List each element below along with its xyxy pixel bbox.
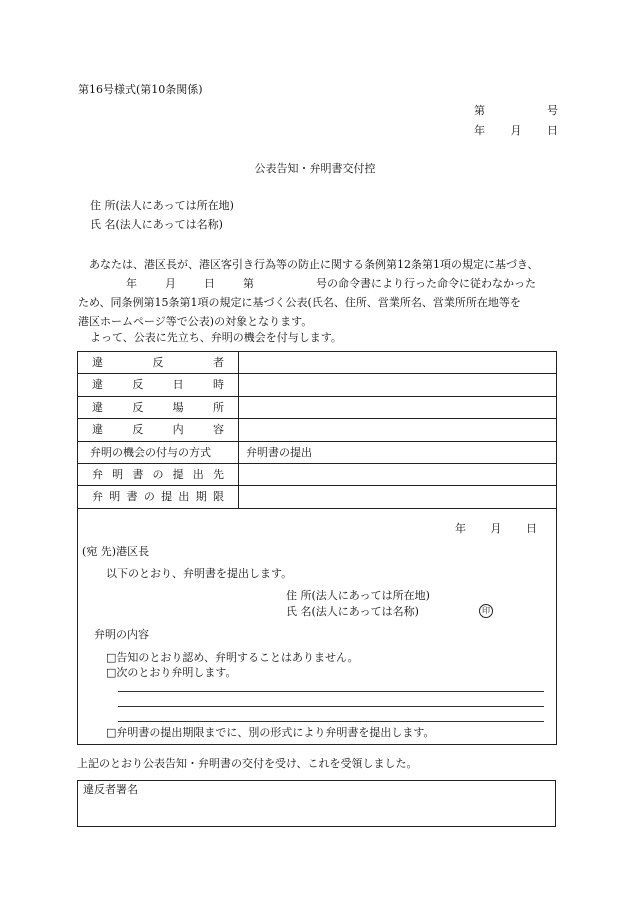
table-row-label	[78, 463, 239, 485]
body-line-3: ため、同条例第15条第1項の規定に基づく公表(氏名、住所、営業所名、営業所所在地等を	[78, 296, 521, 309]
table-row-label	[78, 441, 239, 463]
notice-body	[78, 255, 558, 331]
signature-label: 違反者署名	[83, 783, 138, 796]
table-row-label	[78, 374, 239, 396]
date-day: 日	[547, 124, 558, 137]
label-char: 期	[195, 490, 207, 504]
label-char: 限	[212, 490, 224, 504]
body-line-1: あなたは、港区長が、港区客引き行為等の防止に関する条例第12条第1項の規定に基づき、	[89, 258, 539, 271]
table-row-value[interactable]	[239, 463, 557, 485]
date-month: 月	[510, 124, 522, 137]
explanation-line-3[interactable]	[118, 721, 544, 722]
table-row	[78, 486, 556, 508]
table-row-label	[78, 396, 239, 418]
label-char: 出	[178, 490, 190, 504]
body-line-4: 港区ホームページ等で公表)の対象となります。	[78, 315, 313, 328]
table-row	[78, 374, 556, 396]
label-char: 違	[92, 356, 103, 370]
table-row-value[interactable]	[239, 486, 557, 508]
label-char: の	[143, 490, 155, 504]
label-char: 反	[132, 400, 144, 414]
label-char: 出	[192, 468, 204, 482]
label-char: 明	[109, 490, 121, 504]
option-other-format-checkbox[interactable]: □弁明書の提出期限までに、別の形式により弁明書を提出します。	[106, 726, 435, 739]
label-char: 提	[161, 490, 173, 504]
submitter-address-label: 住 所(法人にあっては所在地)	[286, 589, 430, 602]
body-line-2-rest: 号の命令書により行った命令に従わなかった	[316, 277, 536, 290]
label-char: 提	[172, 468, 184, 482]
table-row-label	[78, 419, 239, 441]
label-char: 所	[212, 400, 224, 414]
response-month: 月	[490, 522, 502, 535]
table-row-value[interactable]	[239, 419, 557, 441]
label-char: 時	[212, 378, 224, 392]
body-line-2	[78, 274, 558, 293]
number-prefix: 第	[474, 104, 485, 117]
label-char: 違	[92, 423, 103, 437]
seal-mark: 印	[479, 604, 493, 618]
table-row	[78, 419, 556, 441]
table-row-value[interactable]: 弁明書の提出	[239, 441, 557, 463]
response-date-line	[455, 522, 537, 535]
signature-box[interactable]	[77, 780, 556, 827]
submitter-name-label: 氏 名(法人にあっては名称)	[286, 605, 419, 618]
label-char: 反	[132, 378, 144, 392]
table-row	[78, 441, 556, 463]
recipient-name-label: 氏 名(法人にあっては名称)	[90, 218, 223, 231]
label-char: 者	[213, 356, 224, 370]
submit-statement: 以下のとおり、弁明書を提出します。	[106, 567, 293, 580]
label-char: 場	[172, 400, 184, 414]
label-char: 書	[132, 468, 144, 482]
label-char: 反	[152, 356, 164, 370]
label-char: 弁明の機会の付与の方式	[90, 445, 211, 459]
number-suffix: 号	[547, 104, 558, 117]
recipient-address-label: 住 所(法人にあっては所在地)	[90, 199, 234, 212]
label-char: 違	[92, 400, 103, 414]
explanation-line-2[interactable]	[118, 706, 544, 707]
opportunity-statement: よって、公表に先立ち、弁明の機会を付与します。	[90, 331, 342, 344]
violation-table	[78, 352, 556, 509]
document-date-line	[474, 124, 558, 137]
label-char: 内	[172, 423, 184, 437]
table-row	[78, 352, 556, 374]
date-year: 年	[474, 124, 485, 137]
label-char: 違	[92, 378, 103, 392]
body-month: 月	[165, 277, 176, 290]
option-accept-checkbox[interactable]: □告知のとおり認め、弁明することはありません。	[106, 651, 359, 664]
label-char: 容	[212, 423, 224, 437]
page-title: 公表告知・弁明書交付控	[254, 162, 376, 175]
body-dai: 第	[243, 277, 254, 290]
addressee: (宛 先)港区長	[82, 545, 150, 558]
table-row-label	[78, 352, 239, 374]
explanation-content-label: 弁明の内容	[94, 628, 149, 641]
label-char: の	[152, 468, 164, 482]
label-char: 先	[212, 468, 224, 482]
document-number-line	[474, 104, 558, 117]
label-char: 弁	[92, 490, 103, 504]
option-explain-checkbox[interactable]: □次のとおり弁明します。	[106, 666, 237, 679]
label-char: 書	[126, 490, 138, 504]
table-row-value[interactable]	[239, 374, 557, 396]
body-year: 年	[126, 277, 137, 290]
label-char: 日	[172, 378, 184, 392]
label-char: 弁	[92, 468, 103, 482]
label-char: 明	[112, 468, 124, 482]
table-row	[78, 396, 556, 418]
form-number: 第16号様式(第10条関係)	[78, 83, 203, 96]
receipt-statement: 上記のとおり公表告知・弁明書の交付を受け、これを受領しました。	[77, 757, 418, 770]
table-row-label	[78, 486, 239, 508]
explanation-line-1[interactable]	[118, 691, 544, 692]
response-day: 日	[526, 522, 537, 535]
body-day: 日	[204, 277, 215, 290]
table-row	[78, 463, 556, 485]
label-char: 反	[132, 423, 144, 437]
table-row-value[interactable]	[239, 396, 557, 418]
response-year: 年	[455, 522, 466, 535]
table-row-value[interactable]	[239, 352, 557, 374]
